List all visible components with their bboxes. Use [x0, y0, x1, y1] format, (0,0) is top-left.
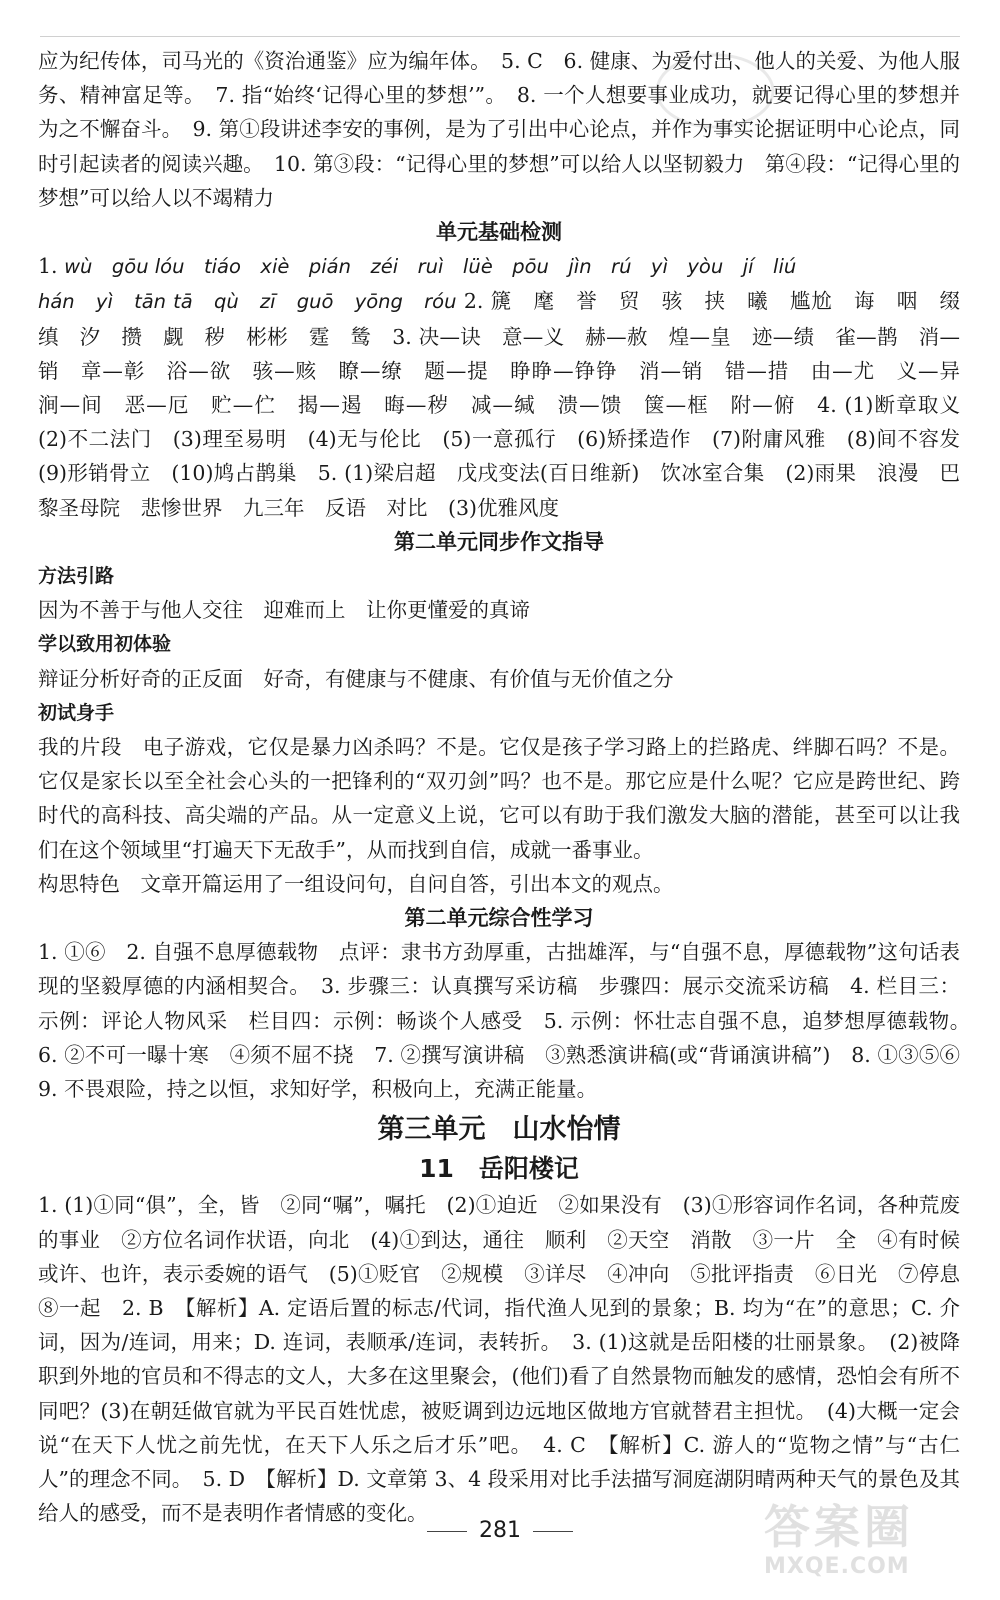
item-number: 1. — [38, 254, 58, 279]
heading-unit-basic-test: 单元基础检测 — [436, 220, 562, 245]
comprehensive-answers: 1. ①⑥ 2. 自强不息厚德载物 点评：隶书方劲厚重，古拙雄浑，与“自强不息，厚德载物”这句话表现的坚毅厚德的内涵相契合。 3. 步骤三：认真撰写采访稿 步骤四：展示交流采访稿 4. 栏目三：示例：评论人物风采 栏目四：示例：畅谈个人感受 5. 示例：怀壮志自强不息，追梦想厚德载物。 6. ②不可一曝十寒 ④须不屈不挠 7. ②撰写演讲稿 ③熟悉演讲稿(或“背诵演讲稿”) 8. ①③⑤⑥ 9. 不畏艰险，持之以恒，求知好学，积极向上，充满正能量。 — [38, 940, 981, 1102]
watermark-logo: 答案圈 — [764, 1500, 914, 1554]
section-continued-answers: 应为纪传体，司马光的《资治通鉴》应为编年体。 5. C 6. 健康、为爱付出、他人的关爱、为他人服务、精神富足等。 7. 指“始终‘记得心里的梦想’”。 8. 一个人想要事业成功，就要记得心里的梦想并为之不懈奋斗。 9. 第①段讲述李安的事例，是为了引出中心论点，并作为事实论据证明中心论点，同时引起读者的阅读兴趣。 10. 第③段：“记得心里的梦想”可以给人以坚韧毅力 第④段：“记得心里的梦想”可以给人以不竭精力 — [38, 49, 960, 210]
design-feature-text: 构思特色 文章开篇运用了一组设问句，自问自答，引出本文的观点。 — [38, 871, 674, 896]
unit-three-title: 第三单元 山水怡情 — [377, 1114, 621, 1146]
top-rule — [40, 36, 960, 37]
footer-dash-right — [533, 1531, 573, 1532]
pinyin-answers — [38, 249, 981, 525]
page-number: 281 — [479, 1518, 521, 1543]
heading-comprehensive-study: 第二单元综合性学习 — [404, 906, 594, 931]
subheading-try: 初试身手 — [38, 701, 115, 724]
pinyin-line-2: hán yì tān tā qù zī guō yōng róu — [38, 290, 457, 314]
method-text: 因为不善于与他人交往 迎难而上 让你更懂爱的真谛 — [38, 598, 530, 623]
lesson-title: 11 岳阳楼记 — [419, 1154, 579, 1184]
my-fragment-text: 我的片段 电子游戏，它仅是暴力凶杀吗？不是。它仅是孩子学习路上的拦路虎、绊脚石吗？不是。它仅是家长以至全社会心头的一把锋利的“双刃剑”吗？也不是。那它应是什么呢？它应是跨世纪、跨时代的高科技、高尖端的产品。从一定意义上说，它可以有助于我们激发大脑的潜能，甚至可以让我们在这个领域里“打遍天下无敌手”，从而找到自信，成就一番事业。 — [38, 735, 960, 862]
basic-test-answers: 2. 篪 麾 誉 贸 骇 挟 曦 尴尬 诲 咽 缀 缜 汐 攒 觑 秽 彬彬 霆 鸶 3. 决—诀 意—义 赫—赦 煌—皇 迹—绩 雀—鹊 消—销 章—彰 浴—欲 骇—赅 瞭—缭 题—提 睁睁—铮铮 消—销 错—措 由—尤 义—异 涧—间 恶—厄 贮—伫 揭—遏 晦—秽 减—缄 溃—馈 箧—框 附—俯 4. (1)断章取义 (2)不二法门 (3)理至易明 (4)无与伦比 (5)一意孤行 (6)矫揉造作 (7)附庸风雅 (8)间不容发 (9)形销骨立 (10)鸠占鹊巢 5. (1)梁启超 戊戌变法(百日维新) 饮冰室合集 (2)雨果 浪漫 巴黎圣母院 悲惨世界 九三年 反语 对比 (3)优雅风度 — [38, 289, 981, 520]
footer-dash-left — [427, 1531, 467, 1532]
pinyin-line-1: wù gōu lóu tiáo xiè pián zéi ruì lüè pōu jìn rú yì yòu jí liú — [64, 255, 797, 279]
heading-writing-guide: 第二单元同步作文指导 — [394, 529, 604, 554]
watermark-url: MXQE.COM — [764, 1554, 910, 1579]
subheading-method: 方法引路 — [38, 565, 115, 588]
page-content — [38, 44, 981, 1530]
watermark — [764, 1500, 984, 1590]
practice-text: 辩证分析好奇的正反面 好奇，有健康与不健康、有价值与无价值之分 — [38, 666, 674, 691]
subheading-practice: 学以致用初体验 — [38, 633, 172, 656]
lesson-answers: 1. (1)①同“俱”，全，皆 ②同“嘱”，嘱托 (2)①迫近 ②如果没有 (3)①形容词作名词，各种荒废的事业 ②方位名词作状语，向北 (4)①到达，通往 顺利 ②天空 消散 ③一片 全 ④有时候 或许、也许，表示委婉的语气 (5)①贬官 ②规模 ③详尽 ④冲向 ⑤批评指责 ⑥日光 ⑦停息 ⑧一起 2. B 【解析】A. 定语后置的标志/代词，指代渔人见到的景象；B. 均为“在”的意思；C. 介词，因为/连词，用来；D. 连词，表顺承/连词，表转折。 3. (1)这就是岳阳楼的壮丽景象。 (2)被降职到外地的官员和不得志的文人，大多在这里聚会，(他们)看了自然景物而触发的感情，恐怕会有所不同吧？(3)在朝廷做官就为平民百姓忧虑，被贬调到边远地区做地方官就替君主担忧。 (4)大概一定会说“在天下人忧之前先忧，在天下人乐之后才乐”吧。 4. C 【解析】C. 游人的“览物之情”与“古仁人”的理念不同。 5. D 【解析】D. 文章第 3、4 段采用对比手法描写洞庭湖阴晴两种天气的景色及其给人的感受，而不是表明作者情感的变化。 — [38, 1193, 981, 1526]
